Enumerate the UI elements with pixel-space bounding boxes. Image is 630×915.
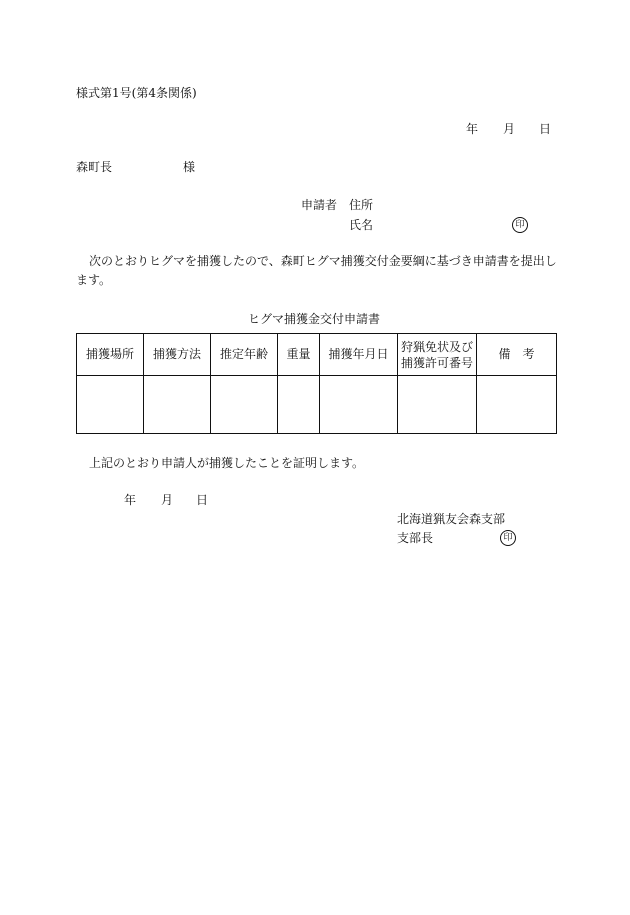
cell-capture-date[interactable] bbox=[320, 376, 398, 434]
cell-capture-method[interactable] bbox=[144, 376, 211, 434]
cell-license-number[interactable] bbox=[398, 376, 477, 434]
table-title: ヒグマ捕獲金交付申請書 bbox=[248, 312, 381, 326]
certify-text: 上記のとおり申請人が捕獲したことを証明します。 bbox=[89, 456, 365, 470]
header-capture-place: 捕獲場所 bbox=[77, 334, 144, 376]
cell-remarks[interactable] bbox=[477, 376, 557, 434]
applicant-label: 申請者 bbox=[301, 198, 338, 212]
application-table bbox=[76, 333, 557, 434]
table-header-row bbox=[77, 334, 557, 376]
header-weight: 重量 bbox=[278, 334, 320, 376]
header-capture-method: 捕獲方法 bbox=[144, 334, 211, 376]
form-number: 様式第1号(第4条関係) bbox=[76, 86, 197, 100]
certifier-organization: 北海道猟友会森支部 bbox=[397, 512, 506, 526]
addressee-suffix: 様 bbox=[183, 160, 196, 174]
bottom-date-day-label: 日 bbox=[196, 493, 209, 507]
certifier-seal: 印 bbox=[500, 530, 516, 546]
applicant-address-label: 住所 bbox=[349, 198, 374, 212]
cell-estimated-age[interactable] bbox=[211, 376, 278, 434]
addressee-name: 森町長 bbox=[76, 160, 113, 174]
header-estimated-age: 推定年齢 bbox=[211, 334, 278, 376]
bottom-date-year-label: 年 bbox=[124, 493, 137, 507]
cell-weight[interactable] bbox=[278, 376, 320, 434]
certifier-title: 支部長 bbox=[397, 531, 434, 545]
body-text-line2: ます。 bbox=[76, 273, 112, 287]
applicant-seal: 印 bbox=[512, 217, 528, 233]
header-license-line2: 捕獲許可番号 bbox=[400, 355, 473, 370]
applicant-name-label: 氏名 bbox=[349, 218, 374, 232]
date-month-label: 月 bbox=[503, 122, 516, 136]
bottom-date-month-label: 月 bbox=[161, 493, 174, 507]
date-year-label: 年 bbox=[466, 122, 479, 136]
header-remarks: 備 考 bbox=[477, 334, 557, 376]
header-license-line1: 狩猟免状及び bbox=[400, 339, 473, 354]
body-text-line1: 次のとおりヒグマを捕獲したので、森町ヒグマ捕獲交付金要綱に基づき申請書を提出し bbox=[89, 254, 557, 268]
header-license-number bbox=[398, 334, 477, 376]
table-row bbox=[77, 376, 557, 434]
cell-capture-place[interactable] bbox=[77, 376, 144, 434]
date-day-label: 日 bbox=[539, 122, 552, 136]
header-capture-date: 捕獲年月日 bbox=[320, 334, 398, 376]
